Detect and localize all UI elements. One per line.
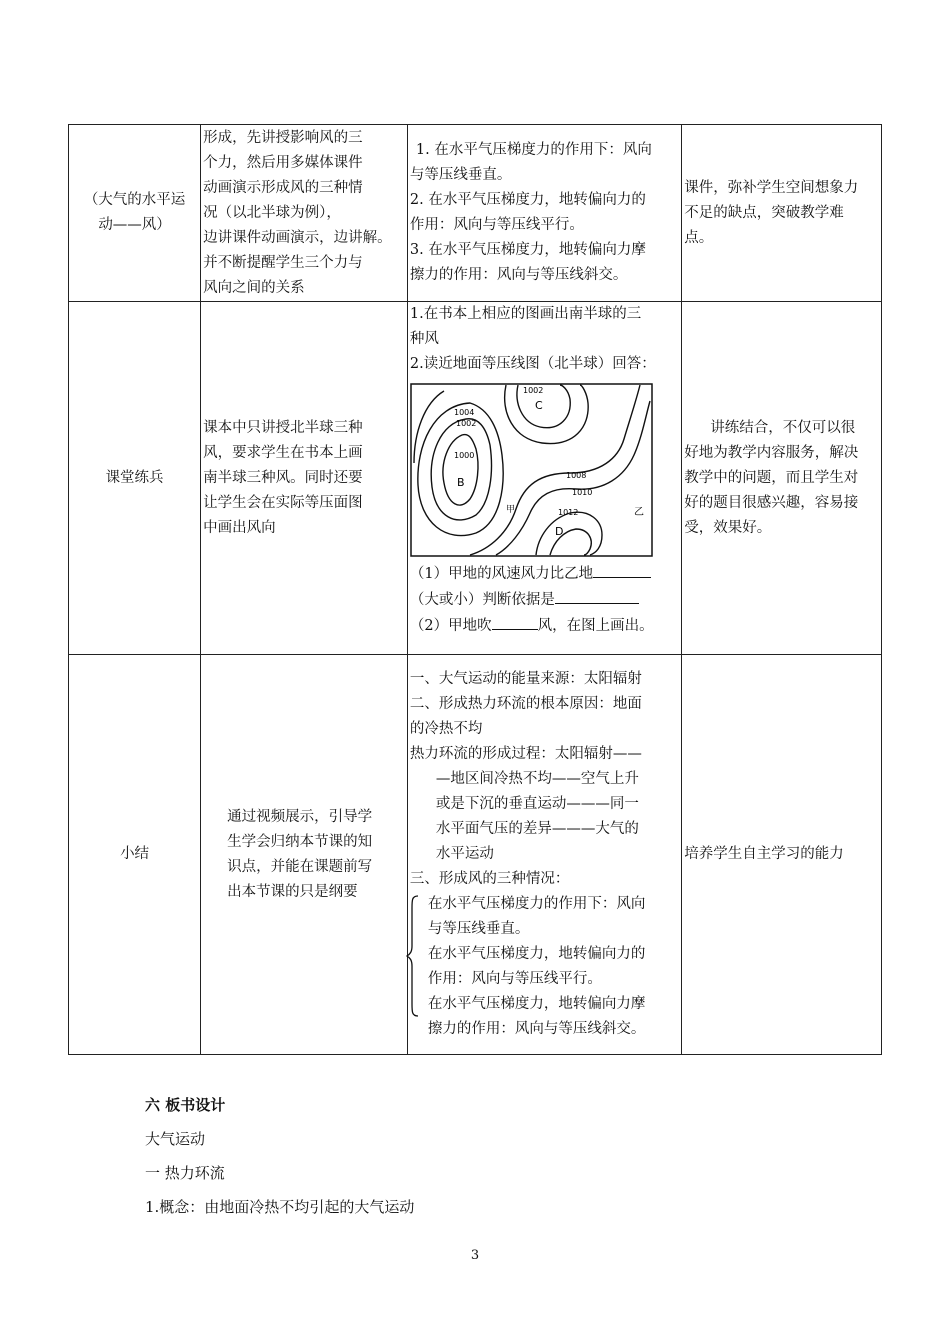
board-line: 1.概念：由地面冷热不均引起的大气运动 <box>145 1198 415 1216</box>
isobar-line <box>443 435 478 506</box>
point-label-yi: 乙 <box>633 507 644 518</box>
purpose-line: 受，效果好。 <box>684 519 772 536</box>
board-line: 一 热力环流 <box>145 1164 225 1182</box>
method-line: 动画演示形成风的三种情 <box>203 179 363 196</box>
content-line: 3. 在水平气压梯度力，地转偏向力摩 <box>409 242 646 258</box>
question-2 <box>410 613 679 639</box>
answer-blank[interactable] <box>555 587 639 604</box>
board-design-heading: 六 板书设计 <box>145 1096 226 1114</box>
answer-blank[interactable] <box>593 561 651 578</box>
method-cell <box>201 302 408 655</box>
topic-cell: 小结 <box>69 655 201 1055</box>
isobar-label: 1002 <box>522 386 544 395</box>
isobar-label: 1000 <box>453 451 475 460</box>
content-line: 在水平气压梯度力的作用下：风向 <box>427 896 646 912</box>
content-line: 水平运动 <box>435 846 494 862</box>
point-label-d: D <box>554 525 564 538</box>
content-line: 二、形成热力环流的根本原因：地面 <box>409 696 642 712</box>
content-cell <box>407 302 681 655</box>
point-label-c: C <box>534 399 543 412</box>
lesson-plan-table <box>68 124 882 1055</box>
method-cell <box>201 125 408 302</box>
method-line: 况（以北半球为例）， <box>203 204 341 221</box>
content-line: 2. 在水平气压梯度力，地转偏向力的 <box>409 192 646 208</box>
method-line: 中画出风向 <box>203 519 276 536</box>
method-line: 南半球三种风。同时还要 <box>203 469 363 486</box>
topic-line: 动——风） <box>98 217 171 233</box>
method-line: 通过视频展示，引导学 <box>227 808 373 825</box>
isobar-label: 1010 <box>571 488 593 497</box>
purpose-cell <box>682 125 882 302</box>
topic-cell: 课堂练兵 <box>69 302 201 655</box>
wind-cases-group <box>410 892 679 1042</box>
content-line: 一、大气运动的能量来源：太阳辐射 <box>409 671 642 687</box>
question-text: 风，在图上画出。 <box>537 618 654 634</box>
method-line: 让学生会在实际等压面图 <box>203 494 363 511</box>
content-line: 2.读近地面等压线图（北半球）回答： <box>409 356 656 372</box>
point-label-jia: 甲 <box>505 505 515 515</box>
method-line: 并不断提醒学生三个力与 <box>203 254 363 271</box>
content-line: 的冷热不均 <box>409 721 483 737</box>
topic-line: （大气的水平运 <box>83 192 186 208</box>
isobar-line <box>414 391 444 463</box>
content-line: 1.在书本上相应的图画出南半球的三 <box>409 306 642 322</box>
purpose-line: 好的题目很感兴趣，容易接 <box>684 494 859 511</box>
content-line: 三、形成风的三种情况： <box>409 871 570 887</box>
topic-cell <box>69 125 201 302</box>
method-line: 风向之间的关系 <box>203 279 305 296</box>
content-line: 作用：风向与等压线平行。 <box>409 217 584 233</box>
question-text: （1）甲地的风速风力比乙地 <box>409 566 594 582</box>
question-1b <box>410 587 679 613</box>
answer-blank[interactable] <box>492 613 538 630</box>
isobar-line <box>536 512 602 555</box>
content-line: 1. 在水平气压梯度力的作用下：风向 <box>415 142 652 158</box>
content-line: 或是下沉的垂直运动———同一 <box>435 796 639 812</box>
method-line: 风，要求学生在书本上画 <box>203 444 363 461</box>
purpose-cell: 培养学生自主学习的能力 <box>682 655 882 1055</box>
isobar-label: 1002 <box>455 419 477 428</box>
method-line: 生学会归纳本节课的知 <box>227 833 373 850</box>
isobar-label: 1008 <box>565 471 587 480</box>
method-line: 课本中只讲授北半球三种 <box>203 419 363 436</box>
content-line: 在水平气压梯度力，地转偏向力的 <box>427 946 646 962</box>
method-line: 形成，先讲授影响风的三 <box>203 129 363 146</box>
content-line: 擦力的作用：风向与等压线斜交。 <box>427 1021 646 1037</box>
curly-brace-icon <box>406 894 420 1018</box>
isobar-label: 1012 <box>557 508 579 517</box>
method-line: 出本节课的只是纲要 <box>227 883 358 900</box>
method-line: 边讲课件动画演示，边讲解。 <box>203 229 392 246</box>
content-line: 在水平气压梯度力，地转偏向力摩 <box>427 996 646 1012</box>
content-line: 与等压线垂直。 <box>427 921 530 937</box>
content-line: 作用：风向与等压线平行。 <box>427 971 602 987</box>
purpose-line: 讲练结合，不仅可以很 <box>710 419 856 436</box>
purpose-cell <box>682 302 882 655</box>
method-line: 识点，并能在课题前写 <box>227 858 373 875</box>
purpose-line: 点。 <box>684 229 714 246</box>
content-cell <box>407 125 681 302</box>
question-text: （大或小）判断依据是 <box>409 592 555 608</box>
content-cell <box>407 655 681 1055</box>
isobar-label: 1004 <box>453 408 475 417</box>
point-label-b: B <box>456 476 465 489</box>
method-cell <box>201 655 408 1055</box>
purpose-line: 课件，弥补学生空间想象力 <box>684 179 859 196</box>
content-line: 擦力的作用：风向与等压线斜交。 <box>409 267 628 283</box>
purpose-line: 好地为教学内容服务，解决 <box>684 444 859 461</box>
content-line: —地区间冷热不均——空气上升 <box>435 771 639 787</box>
table-row <box>69 302 882 655</box>
content-line: 热力环流的形成过程：太阳辐射—— <box>409 746 642 762</box>
isobar-map <box>410 383 653 557</box>
content-line: 与等压线垂直。 <box>409 167 512 183</box>
purpose-line: 不足的缺点，突破教学难 <box>684 204 844 221</box>
question-1a <box>410 561 679 587</box>
content-line: 水平面气压的差异———大气的 <box>435 821 639 837</box>
method-line: 个力，然后用多媒体课件 <box>203 154 363 171</box>
table-row <box>69 655 882 1055</box>
board-line: 大气运动 <box>145 1130 206 1148</box>
purpose-line: 教学中的问题，而且学生对 <box>684 469 859 486</box>
content-line: 种风 <box>409 331 439 347</box>
page-number: 3 <box>470 1248 480 1263</box>
question-text: （2）甲地吹 <box>409 618 492 634</box>
table-row <box>69 125 882 302</box>
